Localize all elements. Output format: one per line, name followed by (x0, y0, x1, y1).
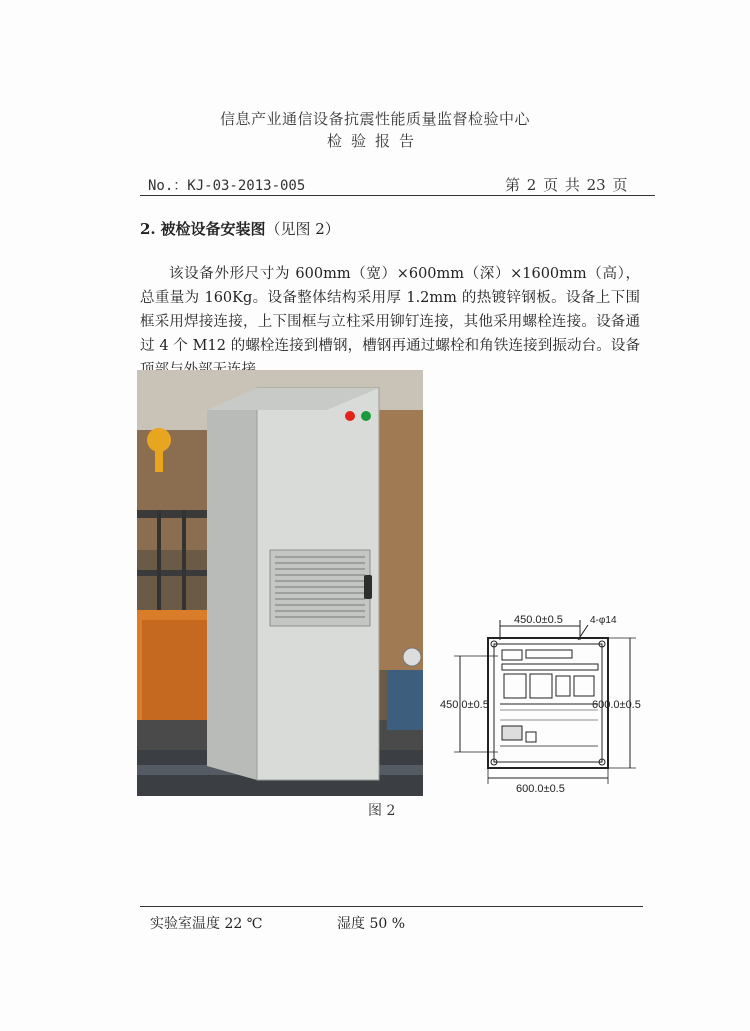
cabinet-dimension-drawing (438, 606, 658, 796)
lab-temperature: 实验室温度 22 ℃ (150, 916, 263, 932)
dim-bottom-width: 600.0±0.5 (516, 783, 565, 795)
dim-holes: 4-φ14 (590, 615, 617, 626)
cabinet-photo (137, 370, 423, 796)
org-name: 信息产业通信设备抗震性能质量监督检验中心 (219, 110, 530, 128)
body-paragraph-block (140, 262, 640, 382)
humidity: 湿度 50 % (337, 916, 406, 932)
section-figure-ref: （见图 2） (265, 220, 340, 238)
page-info: 第 2 页 共 23 页 (505, 176, 628, 194)
figure-caption: 图 2 (368, 803, 396, 819)
section-number: 2. (140, 220, 156, 238)
dim-left-depth: 450.0±0.5 (440, 699, 489, 711)
footer-divider (140, 906, 643, 907)
section-heading (140, 218, 340, 239)
report-title: 检验报告 (326, 132, 423, 150)
dim-top-width: 450.0±0.5 (514, 614, 563, 626)
report-number: No.：KJ-03-2013-005 (148, 178, 306, 194)
dim-right-depth: 600.0±0.5 (592, 699, 641, 711)
body-paragraph: 该设备外形尺寸为 600mm（宽）×600mm（深）×1600mm（高），总重量为 160Kg。设备整体结构采用厚 1.2mm 的热镀锌钢板。设备上下围框采用焊接连接，上下围框与立柱采用铆钉连接，其他采用螺栓连接。设备通过 4 个 M12 的螺栓连接到槽钢，槽钢再通过螺栓和角铁连接到振动台。设备 (140, 266, 640, 354)
header-divider (140, 195, 655, 196)
section-title: 被检设备安装图 (160, 220, 266, 238)
